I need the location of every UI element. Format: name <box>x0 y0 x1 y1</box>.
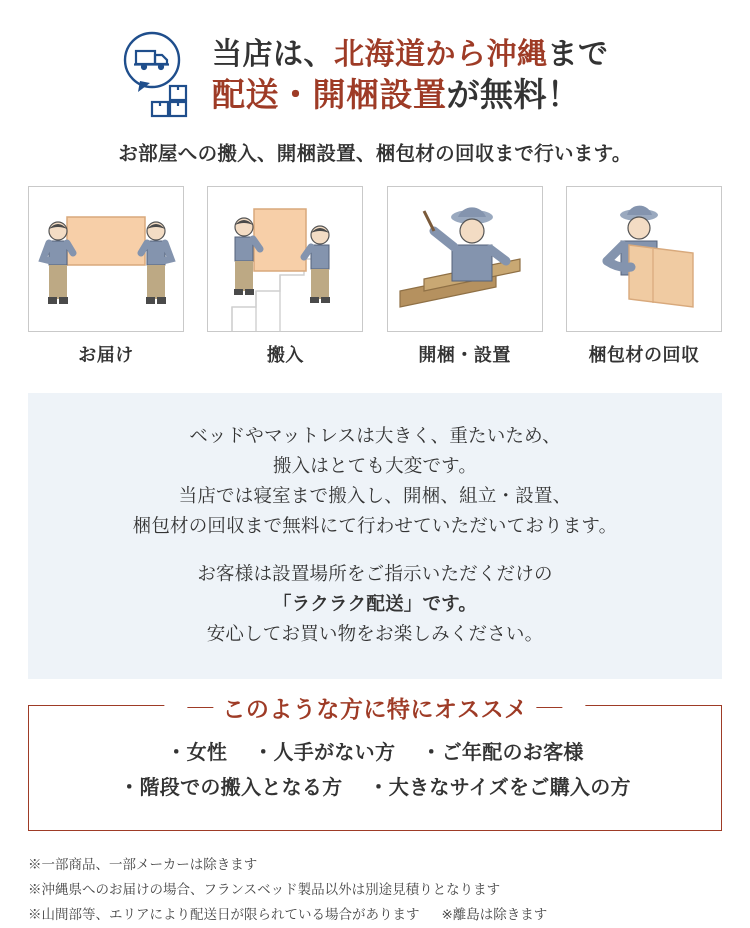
step-packaging-illustration-box <box>566 186 722 332</box>
headline-text-2: まで <box>547 37 609 71</box>
delivery-truck-icon <box>114 30 200 122</box>
recommend-row-1 <box>29 736 721 771</box>
headline-text-1: 当店は、 <box>212 37 334 71</box>
description-line-3: 当店では寝室まで搬入し、開梱、組立・設置、 <box>178 484 572 506</box>
movers-carrying-up-stairs-illustration <box>208 187 362 331</box>
headline <box>212 37 609 115</box>
header <box>28 0 722 122</box>
description-line-1: ベッドやマットレスは大きく、重たいため、 <box>189 425 561 446</box>
headline-line-1 <box>212 37 609 72</box>
recommend-item-1: ・女性 <box>166 741 228 764</box>
step-carry-in-illustration-box <box>207 186 363 332</box>
description-line-6: 「ラクラク配送」です。 <box>272 592 478 614</box>
steps-row <box>28 186 722 367</box>
recommend-dash-left <box>187 707 213 708</box>
step-packaging-recovery <box>566 186 722 367</box>
two-movers-carrying-mattress-illustration <box>29 187 183 331</box>
notes <box>28 853 722 928</box>
recommend-title: このような方に特にオススメ <box>222 695 528 722</box>
recommend-item-5: ・大きなサイズをご購入の方 <box>368 776 631 799</box>
step-delivery-label: お届け <box>78 345 134 365</box>
step-delivery-illustration-box <box>28 186 184 332</box>
note-3 <box>28 903 722 928</box>
description-line-4: 梱包材の回収まで無料にて行わせていただいております。 <box>132 514 618 536</box>
headline-line-2 <box>212 76 609 115</box>
headline-accent-1: 北海道から沖縄 <box>334 37 548 71</box>
recommend-item-3: ・ご年配のお客様 <box>421 741 584 764</box>
note-2: ※沖縄県へのお届けの場合、フランスベッド製品以外は別途見積りとなります <box>28 881 501 897</box>
headline-accent-2: 配送・開梱設置 <box>212 76 447 114</box>
description-line-2: 搬入はとても大変です。 <box>272 454 478 476</box>
note-3a: ※山間部等、エリアにより配送日が限られている場合があります <box>28 906 420 922</box>
step-carry-in <box>207 186 363 367</box>
description-line-5: お客様は設置場所をご指示いただくだけの <box>197 562 553 584</box>
note-1: ※一部商品、一部メーカーは除きます <box>28 856 258 872</box>
panel-spacer <box>38 541 712 559</box>
description-panel <box>28 393 722 679</box>
step-unpack-illustration-box <box>387 186 543 332</box>
worker-carrying-cardboard-illustration <box>567 187 721 331</box>
recommend-item-4: ・階段での搬入となる方 <box>119 776 343 799</box>
subheadline: お部屋への搬入、開梱設置、梱包材の回収まで行います。 <box>118 143 632 165</box>
step-delivery <box>28 186 184 367</box>
recommend-title-wrap <box>164 691 585 724</box>
worker-assembling-bed-frame-illustration <box>388 187 542 331</box>
recommend-row-2 <box>29 771 721 806</box>
step-unpack-install <box>387 186 543 367</box>
recommend-item-2: ・人手がない方 <box>253 741 396 764</box>
note-3b: ※離島は除きます <box>441 906 548 922</box>
step-packaging-label: 梱包材の回収 <box>588 345 700 365</box>
step-carry-in-label: 搬入 <box>266 345 304 365</box>
recommend-box <box>28 695 722 831</box>
headline-text-3: が無料！ <box>446 76 581 114</box>
step-unpack-label: 開梱・設置 <box>418 345 511 365</box>
description-line-7: 安心してお買い物をお楽しみください。 <box>206 622 544 644</box>
recommend-dash-right <box>537 707 563 708</box>
